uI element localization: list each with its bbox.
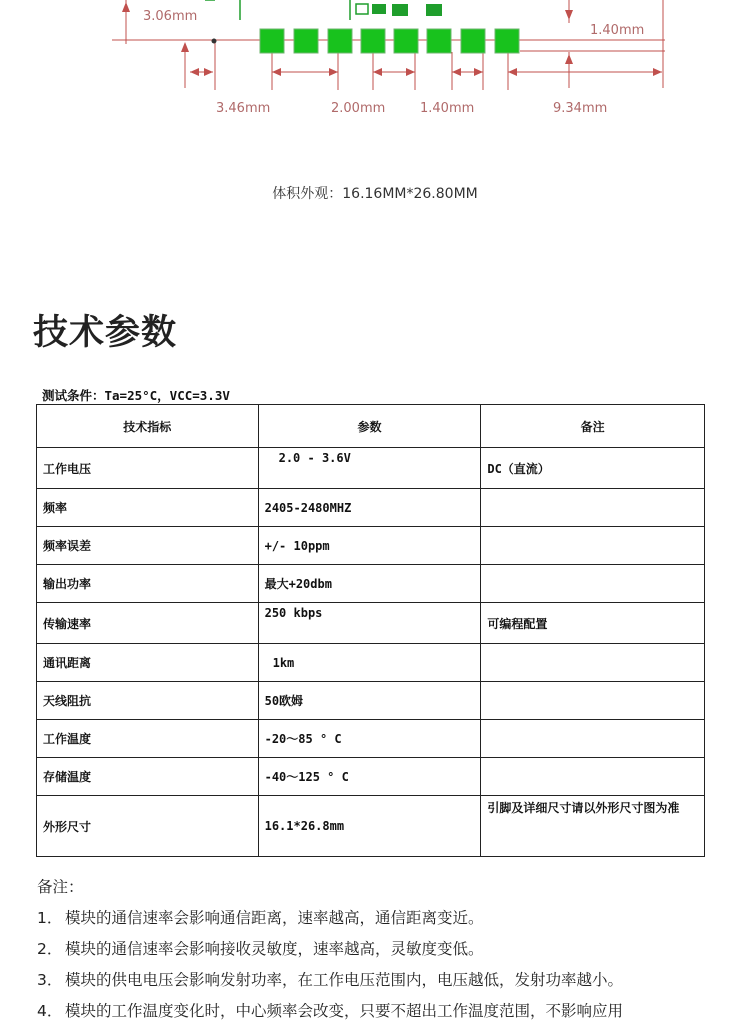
table-cell: 2.0 - 3.6V [258, 448, 481, 489]
dim-label-2-00: 2.00mm [331, 101, 386, 116]
pad [394, 29, 418, 53]
list-item [37, 937, 737, 959]
dim-label-9-34: 9.34mm [553, 101, 608, 116]
table-cell: +/- 10ppm [258, 527, 481, 565]
dim-label-1-40-bottom: 1.40mm [420, 101, 475, 116]
table-cell [481, 489, 705, 527]
notes-list [37, 906, 737, 1021]
table-cell [481, 565, 705, 603]
component-mark [392, 4, 408, 16]
list-text: 模块的工作温度变化时，中心频率会改变，只要不超出工作温度范围，不影响应用 [65, 1002, 624, 1020]
table-cell: 外形尺寸 [37, 796, 259, 857]
table-row [37, 489, 705, 527]
list-item [37, 999, 737, 1021]
list-item [37, 906, 737, 928]
dimension-drawing [0, 0, 750, 130]
pad [495, 29, 519, 53]
dim-label-3-06: 3.06mm [143, 9, 198, 24]
table-cell: 天线阻抗 [37, 682, 259, 720]
table-cell: 存储温度 [37, 758, 259, 796]
list-number: 4． [37, 1002, 63, 1020]
table-row [37, 565, 705, 603]
table-cell: 频率 [37, 489, 259, 527]
pad [294, 29, 318, 53]
component-mark [372, 4, 386, 14]
pad [328, 29, 352, 53]
pad-row [260, 29, 519, 53]
list-number: 2． [37, 940, 63, 958]
list-text: 模块的通信速率会影响接收灵敏度，速率越高，灵敏度变低。 [65, 940, 484, 958]
table-cell: 50欧姆 [258, 682, 481, 720]
component-mark [356, 4, 368, 14]
table-cell: 输出功率 [37, 565, 259, 603]
table-row [37, 644, 705, 682]
table-cell: 工作温度 [37, 720, 259, 758]
pad [260, 29, 284, 53]
table-cell: 引脚及详细尺寸请以外形尺寸图为准 [481, 796, 705, 857]
table-cell: -20～85 ° C [258, 720, 481, 758]
pad [361, 29, 385, 53]
spec-table [36, 404, 705, 857]
table-cell [481, 644, 705, 682]
table-cell: 传输速率 [37, 603, 259, 644]
table-cell [481, 527, 705, 565]
component-mark [426, 4, 442, 16]
list-text: 模块的供电电压会影响发射功率，在工作电压范围内，电压越低，发射功率越小。 [65, 971, 624, 989]
table-cell: 频率误差 [37, 527, 259, 565]
table-row [37, 527, 705, 565]
table-cell: -40～125 ° C [258, 758, 481, 796]
list-item [37, 968, 737, 990]
table-row [37, 796, 705, 857]
table-cell: DC（直流） [481, 448, 705, 489]
test-condition: 测试条件：Ta=25°C，VCC=3.3V [42, 388, 230, 403]
notes-section [37, 875, 737, 1030]
list-text: 模块的通信速率会影响通信距离，速率越高，通信距离变近。 [65, 909, 484, 927]
table-cell [481, 758, 705, 796]
table-cell [481, 682, 705, 720]
dim-label-1-40-right: 1.40mm [590, 23, 645, 38]
pad [427, 29, 451, 53]
dim-label-3-46: 3.46mm [216, 101, 271, 116]
list-number: 1． [37, 909, 63, 927]
origin-dot [212, 39, 217, 44]
table-cell: 16.1*26.8mm [258, 796, 481, 857]
table-row [37, 720, 705, 758]
table-row [37, 603, 705, 644]
notes-title: 备注： [37, 878, 84, 896]
header-cell: 备注 [481, 405, 705, 448]
table-cell: 可编程配置 [481, 603, 705, 644]
table-cell: 1km [258, 644, 481, 682]
table-cell: 工作电压 [37, 448, 259, 489]
table-cell: 2405-2480MHZ [258, 489, 481, 527]
table-row [37, 758, 705, 796]
table-row [37, 448, 705, 489]
module-size: 体积外观：16.16MM*26.80MM [272, 186, 478, 202]
table-row [37, 682, 705, 720]
section-title: 技术参数 [33, 313, 178, 353]
table-cell: 最大+20dbm [258, 565, 481, 603]
table-cell: 250 kbps [258, 603, 481, 644]
table-header-row [37, 405, 705, 448]
header-cell: 技术指标 [37, 405, 259, 448]
header-cell: 参数 [258, 405, 481, 448]
pad [461, 29, 485, 53]
table-cell: 通讯距离 [37, 644, 259, 682]
table-cell [481, 720, 705, 758]
list-number: 3． [37, 971, 63, 989]
